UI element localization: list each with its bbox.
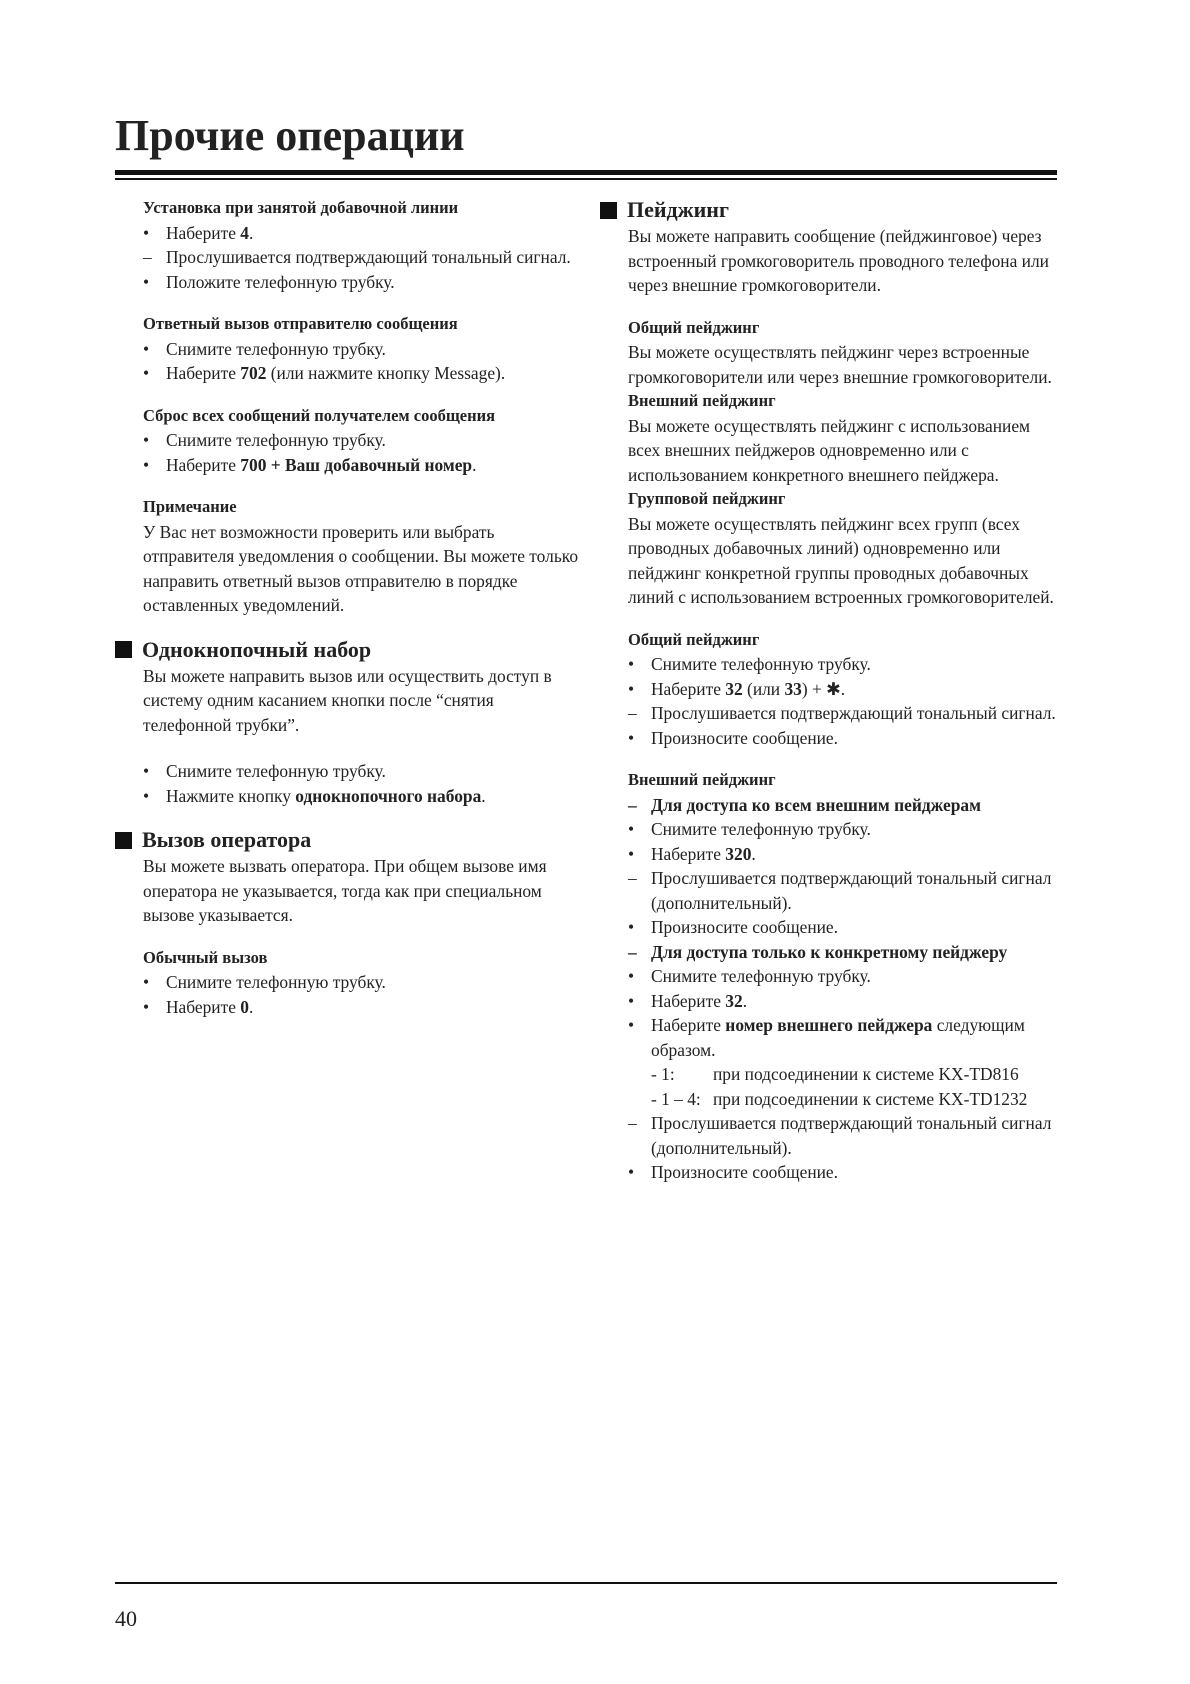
- list-item: • Наберите 702 (или нажмите кнопку Message).: [143, 363, 506, 383]
- section-square-icon: [600, 202, 617, 219]
- list-item: • Снимите телефонную трубку.: [628, 966, 871, 986]
- list-item: • Наберите номер внешнего пейджера следующим образом.: [628, 1015, 1025, 1060]
- list-item: • Нажмите кнопку однокнопочного набора.: [143, 785, 486, 806]
- one-touch-text: Вы можете направить вызов или осуществить доступ в систему одним касанием кнопки после “снятия телефонной трубки”.: [143, 665, 552, 735]
- list-item: – Прослушивается подтверждающий тональный сигнал (дополнительный).: [628, 868, 1052, 913]
- footer-rule: [115, 1582, 1057, 1584]
- group-paging-def-text: Вы можете осуществлять пейджинг всех групп (всех проводных добавочных линий) одновременно или пейджинг конкретной группы проводных добавочных линий с использованием встроенных громкоговорителей.: [628, 513, 1054, 607]
- page-number: 40: [115, 1606, 137, 1631]
- list-item: • Снимите телефонную трубку.: [143, 761, 386, 781]
- list-item: • Наберите 0.: [143, 996, 254, 1017]
- list-item: • Снимите телефонную трубку.: [628, 819, 871, 839]
- list-item: • Снимите телефонную трубку.: [143, 972, 386, 992]
- note-text: У Вас нет возможности проверить или выбрать отправителя уведомления о сообщении. Вы можете только направить ответный вызов отправителю в порядке оставленных уведомлений.: [143, 521, 579, 615]
- operator-section-heading: Вызов оператора: [115, 826, 583, 854]
- pager-option: - 1: при подсоединении к системе KX-TD816: [651, 1064, 1019, 1084]
- all-paging-heading: Общий пейджинг: [628, 629, 760, 649]
- list-item: • Произносите сообщение.: [628, 727, 839, 748]
- note-heading: Примечание: [143, 497, 237, 516]
- one-touch-section-heading: Однокнопочный набор: [115, 636, 583, 664]
- section-square-icon: [115, 641, 132, 658]
- list-item: • Наберите 700 + Ваш добавочный номер.: [143, 454, 477, 475]
- paging-section-heading: Пейджинг: [600, 196, 1058, 224]
- list-item: – Прослушивается подтверждающий тональный сигнал (дополнительный).: [628, 1113, 1052, 1158]
- right-column: [628, 196, 1058, 1185]
- paging-text: Вы можете направить сообщение (пейджинговое) через встроенный громкоговоритель проводного телефона или через внешние громкоговорители.: [628, 226, 1049, 295]
- external-paging-def-text: Вы можете осуществлять пейджинг с использованием всех внешних пейджеров одновременно или с использованием конкретного внешнего пейджера.: [628, 415, 1031, 485]
- list-item: • Произносите сообщение.: [628, 917, 839, 937]
- callback-heading: Ответный вызов отправителю сообщения: [143, 314, 458, 333]
- group-paging-def-heading: Групповой пейджинг: [628, 489, 786, 508]
- list-item: • Снимите телефонную трубку.: [143, 430, 386, 450]
- page-title: Прочие операции: [115, 111, 465, 160]
- list-item: • Наберите 32 (или 33) + ✱.: [628, 678, 846, 699]
- list-item: – Прослушивается подтверждающий тональный сигнал.: [628, 703, 1056, 723]
- list-item: • Положите телефонную трубку.: [143, 271, 395, 292]
- all-paging-def-text: Вы можете осуществлять пейджинг через встроенные громкоговорители или через внешние громкоговорители.: [628, 342, 1052, 387]
- list-item: • Наберите 4.: [143, 222, 254, 243]
- clear-all-heading: Сброс всех сообщений получателем сообщения: [143, 405, 496, 425]
- operator-text: Вы можете вызвать оператора. При общем вызове имя оператора не указывается, тогда как при специальном вызове указывается.: [143, 856, 547, 925]
- external-paging-heading: Внешний пейджинг: [628, 770, 776, 789]
- list-item: • Снимите телефонную трубку.: [628, 654, 871, 674]
- normal-call-heading: Обычный вызов: [143, 947, 268, 967]
- title-rule-thin: [115, 178, 1057, 180]
- section-square-icon: [115, 832, 132, 849]
- list-item: • Произносите сообщение.: [628, 1162, 839, 1182]
- list-item: – Прослушивается подтверждающий тональный сигнал.: [143, 247, 571, 267]
- list-item: • Наберите 32.: [628, 990, 748, 1011]
- left-column: [143, 196, 583, 1019]
- all-paging-def-heading: Общий пейджинг: [628, 317, 760, 337]
- external-paging-def-heading: Внешний пейджинг: [628, 391, 776, 410]
- list-item: • Наберите 320.: [628, 843, 756, 864]
- list-item: – Для доступа только к конкретному пейджеру: [628, 941, 1008, 962]
- pager-option: - 1 – 4: при подсоединении к системе KX-TD1232: [651, 1088, 1028, 1109]
- busy-extension-heading: Установка при занятой добавочной линии: [143, 198, 459, 217]
- list-item: • Снимите телефонную трубку.: [143, 338, 386, 359]
- title-rule: [115, 170, 1057, 175]
- list-item: – Для доступа ко всем внешним пейджерам: [628, 794, 981, 815]
